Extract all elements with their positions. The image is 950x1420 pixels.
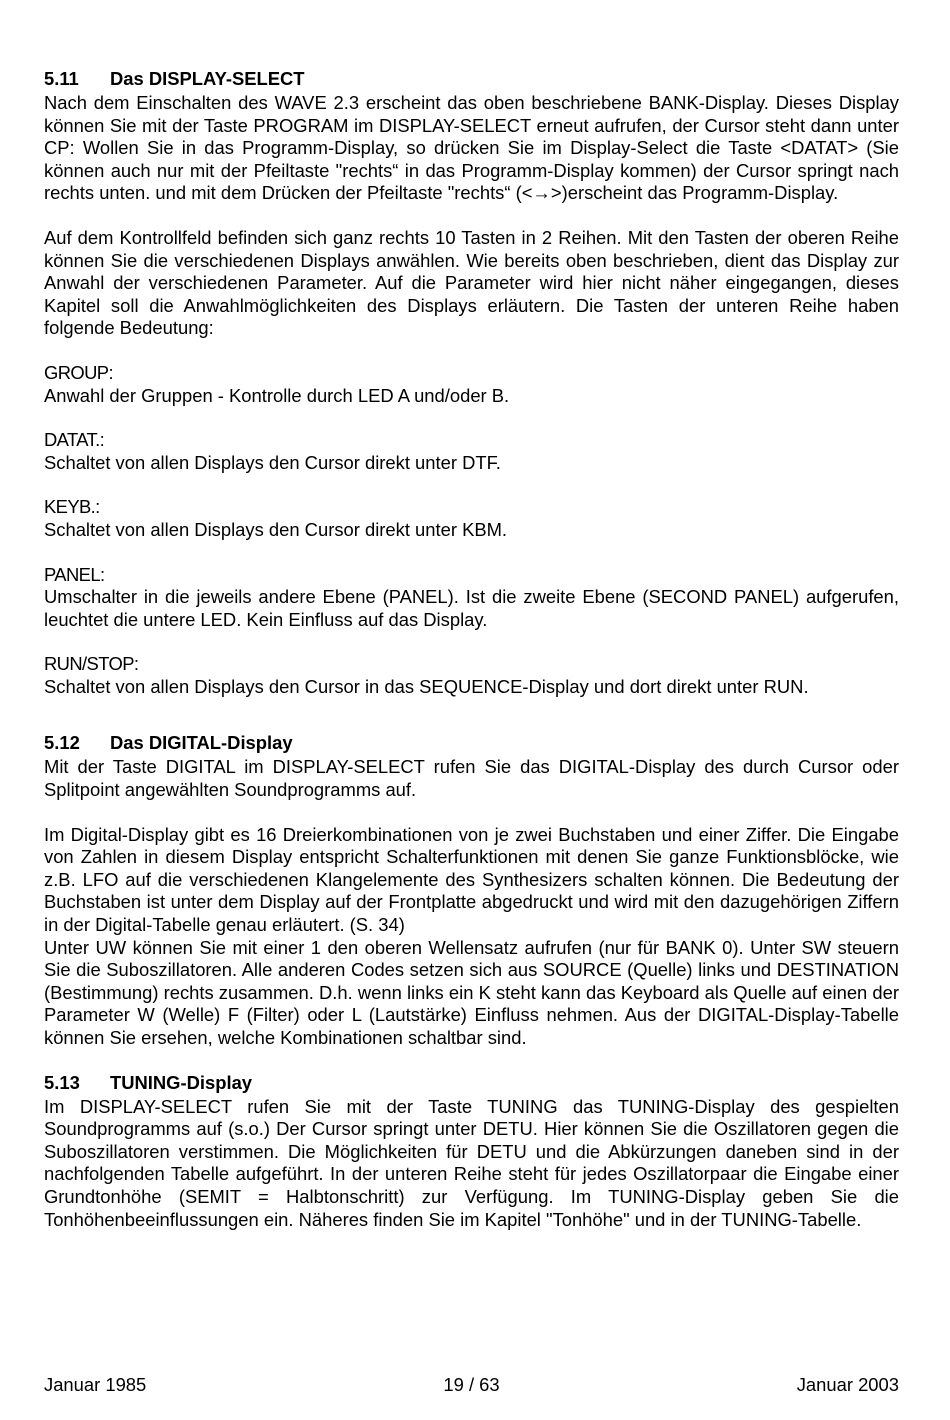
- section-title: TUNING-Display: [110, 1071, 253, 1093]
- section-number: 5.11: [44, 68, 79, 89]
- term-label: GROUP:: [44, 361, 113, 383]
- term-label: DATAT.:: [44, 429, 105, 451]
- paragraph: Mit der Taste DIGITAL im DISPLAY-SELECT rufen Sie das DIGITAL-Display des durch Cursor oder Splitpoint angewählten Soundprogramms auf.: [44, 756, 899, 801]
- document-page: [44, 68, 899, 1231]
- paragraph: Im Digital-Display gibt es 16 Dreierkombinationen von je zwei Buchstaben und einer Ziffer. Die Eingabe von Zahlen in diesem Display entspricht Schalterfunktionen mit denen Sie ganze Funktionsblöcke, wie z.B. LFO auf die verschiedenen Klangelemente des Synthesizers schalten können. Die Bedeutung der Buchstaben ist unter dem Display auf der Frontplatte abgedruckt und wird mit den dazugehörigen Ziffern in der Digital-Tabelle genau erläutert. (S. 34): [44, 823, 899, 936]
- section-heading-5-12: [44, 732, 899, 754]
- section-heading-5-11: [44, 68, 899, 90]
- term-label: KEYB.:: [44, 496, 100, 518]
- term-description: Schaltet von allen Displays den Cursor direkt unter DTF.: [44, 451, 501, 473]
- term-description: Schaltet von allen Displays den Cursor direkt unter KBM.: [44, 518, 508, 540]
- term-label: RUN/STOP:: [44, 653, 139, 675]
- term-label: PANEL:: [44, 563, 105, 585]
- term-description: Umschalter in die jeweils andere Ebene (PANEL). Ist die zweite Ebene (SECOND PANEL) aufgerufen, leuchtet die untere LED. Kein Einfluss auf das Display.: [44, 586, 899, 630]
- page-number: 19 / 63: [443, 1374, 500, 1395]
- section-number: 5.13: [44, 1071, 80, 1093]
- term-description: Schaltet von allen Displays den Cursor in das SEQUENCE-Display und dort direkt unter RUN.: [44, 675, 809, 697]
- term-description: Anwahl der Gruppen - Kontrolle durch LED A und/oder B.: [44, 384, 510, 406]
- paragraph: Unter UW können Sie mit einer 1 den oberen Wellensatz aufrufen (nur für BANK 0). Unter SW steuern Sie die Suboszillatoren. Alle anderen Codes setzen sich aus SOURCE (Quelle) links und DESTINATION (Bestimmung) rechts zusammen. D.h. wenn links ein K steht kann das Keyboard als Quelle auf einen der Parameter W (Welle) F (Filter) oder L (Lautstärke) Einfluss nehmen. Aus der DIGITAL-Display-Tabelle können Sie ersehen, welche Kombinationen schaltbar sind.: [44, 936, 899, 1048]
- paragraph: Im DISPLAY-SELECT rufen Sie mit der Taste TUNING das TUNING-Display des gespielten Soundprogramms auf (s.o.) Der Cursor springt unter DETU. Hier können Sie die Oszillatoren gegen die Suboszillatoren verstimmen. Die Möglichkeiten für DETU und die Abkürzungen daneben sind in der nachfolgenden Tabelle aufgeführt. In der unteren Reihe steht für jedes Oszillatorpaar die Eingabe einer Grundtonhöhe (SEMIT = Halbtonschritt) zur Verfügung. Im TUNING-Display geben Sie die Tonhöhenbeeinflussungen ein. Näheres finden Sie im Kapitel "Tonhöhe" und in der TUNING-Tabelle.: [44, 1095, 899, 1230]
- section-number: 5.12: [44, 732, 80, 754]
- section-heading-5-13: [44, 1072, 899, 1094]
- footer-left-date: Januar 1985: [44, 1374, 147, 1395]
- paragraph: Auf dem Kontrollfeld befinden sich ganz rechts 10 Tasten in 2 Reihen. Mit den Tasten der oberen Reihe können Sie die verschiedenen Displays anwählen. Wie bereits oben beschrieben, dient das Display zur Anwahl der verschiedenen Parameter. Auf die Parameter wird hier nicht näher eingegangen, dieses Kapitel soll die Anwahlmöglichkeiten des Displays erläutern. Die Tasten der unteren Reihe haben folgende Bedeutung:: [44, 226, 899, 339]
- section-title: Das DISPLAY-SELECT: [110, 68, 305, 89]
- footer-right-date: Januar 2003: [796, 1374, 899, 1395]
- section-title: Das DIGITAL-Display: [110, 732, 293, 754]
- paragraph: Nach dem Einschalten des WAVE 2.3 erscheint das oben beschriebene BANK-Display. Dieses Display können Sie mit der Taste PROGRAM im DISPLAY-SELECT erneut aufrufen, der Cursor steht dann unter CP: Wollen Sie in das Programm-Display, so drücken Sie im Display-Select die Taste <DATAT> (Sie können auch nur mit der Pfeiltaste "rechts“ in das Programm-Display kommen) der Cursor springt nach rechts unten. und mit dem Drücken der Pfeiltaste "rechts“ (<→>)erscheint das Programm-Display.: [44, 92, 899, 204]
- page-footer: [44, 1374, 899, 1396]
